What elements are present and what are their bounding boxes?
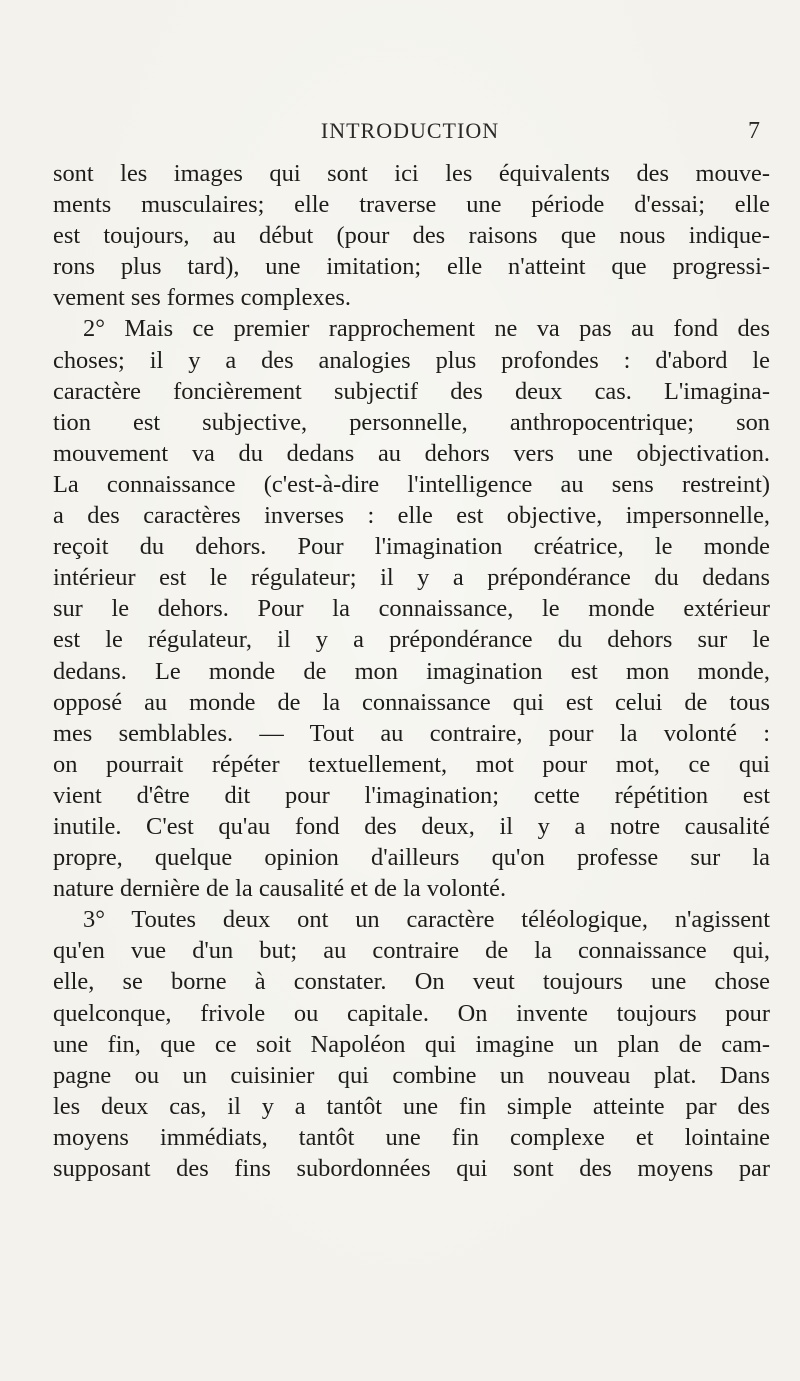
text-line: mes semblables. — Tout au contraire, pour la volonté : — [53, 719, 770, 747]
text-line: a des caractères inverses : elle est objective, impersonnelle, — [53, 502, 770, 530]
text-line: vement ses formes complexes. — [53, 284, 352, 312]
text-line: 3° Toutes deux ont un caractère téléologique, n'agissent — [83, 906, 770, 934]
body-text — [53, 158, 770, 1184]
text-line: une fin, que ce soit Napoléon qui imagine un plan de cam- — [53, 1030, 770, 1058]
running-head — [200, 118, 760, 152]
chapter-title: INTRODUCTION — [320, 118, 500, 143]
text-line: vient d'être dit pour l'imagination; cette répétition est — [53, 781, 770, 809]
text-line: quelconque, frivole ou capitale. On invente toujours pour — [53, 999, 770, 1027]
text-line: dedans. Le monde de mon imagination est mon monde, — [53, 657, 770, 685]
text-line: intérieur est le régulateur; il y a prépondérance du dedans — [53, 564, 770, 592]
text-line: mouvement va du dedans au dehors vers une objectivation. — [53, 439, 770, 467]
text-line: pagne ou un cuisinier qui combine un nouveau plat. Dans — [53, 1061, 770, 1089]
text-line: 2° Mais ce premier rapprochement ne va pas au fond des — [83, 315, 770, 343]
text-line: propre, quelque opinion d'ailleurs qu'on professe sur la — [53, 844, 770, 872]
text-line: ments musculaires; elle traverse une période d'essai; elle — [53, 191, 770, 219]
text-line: opposé au monde de la connaissance qui est celui de tous — [53, 688, 770, 716]
text-line: La connaissance (c'est-à-dire l'intelligence au sens restreint) — [53, 470, 770, 498]
text-line: supposant des fins subordonnées qui sont des moyens par — [53, 1155, 770, 1182]
text-line: rons plus tard), une imitation; elle n'atteint que progressi- — [53, 253, 770, 281]
text-line: caractère foncièrement subjectif des deux cas. L'imagina- — [53, 377, 770, 405]
text-line: qu'en vue d'un but; au contraire de la connaissance qui, — [53, 937, 770, 965]
text-line: moyens immédiats, tantôt une fin complexe et lointaine — [53, 1123, 770, 1151]
text-line: les deux cas, il y a tantôt une fin simple atteinte par des — [53, 1092, 770, 1120]
page-number: 7 — [748, 118, 760, 144]
text-line: on pourrait répéter textuellement, mot pour mot, ce qui — [53, 750, 770, 778]
text-line: elle, se borne à constater. On veut toujours une chose — [53, 968, 770, 996]
text-line: reçoit du dehors. Pour l'imagination créatrice, le monde — [53, 533, 770, 561]
text-line: choses; il y a des analogies plus profondes : d'abord le — [53, 346, 770, 374]
text-line: est toujours, au début (pour des raisons que nous indique- — [53, 222, 770, 250]
text-line: est le régulateur, il y a prépondérance du dehors sur le — [53, 626, 770, 654]
text-line: sont les images qui sont ici les équivalents des mouve- — [53, 160, 770, 187]
text-line: nature dernière de la causalité et de la volonté. — [53, 875, 507, 903]
text-line: sur le dehors. Pour la connaissance, le monde extérieur — [53, 595, 770, 623]
text-line: inutile. C'est qu'au fond des deux, il y a notre causalité — [53, 812, 770, 840]
text-line: tion est subjective, personnelle, anthropocentrique; son — [53, 408, 770, 436]
